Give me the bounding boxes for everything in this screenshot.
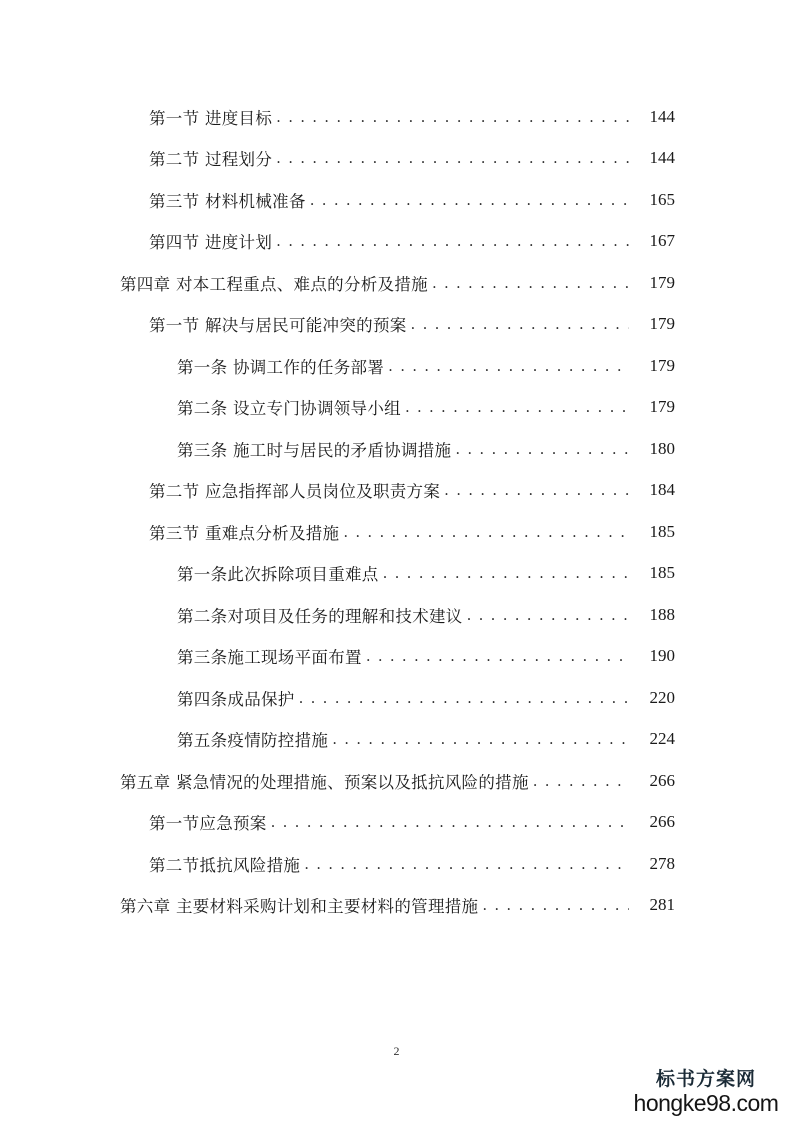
toc-entry[interactable] <box>0 387 793 429</box>
toc-entry-page: 179 <box>649 355 675 375</box>
toc-entry-title: 第四条成品保护 <box>177 689 295 709</box>
toc-entry-page: 185 <box>649 521 675 541</box>
toc-entry-title: 第一节 解决与居民可能冲突的预案 <box>149 316 407 336</box>
toc-entry-title: 第二节 应急指挥部人员岗位及职责方案 <box>149 482 441 502</box>
toc-dot-leader <box>299 689 629 707</box>
toc-entry-page: 266 <box>649 770 675 790</box>
toc-entry-title: 第三条 施工时与居民的矛盾协调措施 <box>177 440 452 460</box>
toc-entry-page: 266 <box>649 812 675 832</box>
toc-dot-leader <box>276 108 629 126</box>
toc-entry[interactable] <box>0 138 793 180</box>
toc-dot-leader <box>310 191 629 209</box>
toc-entry-page: 179 <box>649 397 675 417</box>
toc-dot-leader <box>388 357 629 375</box>
toc-entry[interactable] <box>0 96 793 138</box>
toc-entry-page: 220 <box>649 687 675 707</box>
page-number: 2 <box>393 1044 400 1058</box>
toc-entry[interactable] <box>0 511 793 553</box>
toc-dot-leader <box>482 896 629 914</box>
toc-entry[interactable] <box>0 760 793 802</box>
toc-entry-title: 第二节抵抗风险措施 <box>149 855 301 875</box>
toc-entry-title: 第一条此次拆除项目重难点 <box>177 565 379 585</box>
toc-dot-leader <box>405 398 629 416</box>
toc-dot-leader <box>366 647 629 665</box>
table-of-contents <box>0 96 793 926</box>
toc-dot-leader <box>444 481 629 499</box>
toc-dot-leader <box>304 855 629 873</box>
toc-entry-page: 167 <box>649 231 675 251</box>
toc-dot-leader <box>432 274 629 292</box>
toc-dot-leader <box>533 772 629 790</box>
toc-entry-title: 第一节 进度目标 <box>149 108 273 128</box>
toc-entry[interactable] <box>0 304 793 346</box>
toc-entry-title: 第五章 紧急情况的处理措施、预案以及抵抗风险的措施 <box>120 772 529 792</box>
toc-entry[interactable] <box>0 345 793 387</box>
toc-dot-leader <box>276 232 629 250</box>
toc-dot-leader <box>383 564 629 582</box>
toc-entry-title: 第四章 对本工程重点、难点的分析及措施 <box>120 274 428 294</box>
toc-entry-title: 第六章 主要材料采购计划和主要材料的管理措施 <box>120 897 479 917</box>
toc-entry-title: 第二条对项目及任务的理解和技术建议 <box>177 606 463 626</box>
toc-entry-title: 第二条 设立专门协调领导小组 <box>177 399 401 419</box>
toc-entry-title: 第一节应急预案 <box>149 814 267 834</box>
toc-entry-page: 190 <box>649 646 675 666</box>
toc-dot-leader <box>332 730 629 748</box>
watermark-url: hongke98.com <box>633 1090 779 1116</box>
toc-entry-title: 第三条施工现场平面布置 <box>177 648 362 668</box>
watermark-site-name: 标书方案网 <box>655 1068 756 1090</box>
toc-entry[interactable] <box>0 428 793 470</box>
toc-entry[interactable] <box>0 885 793 927</box>
toc-entry-page: 224 <box>649 729 675 749</box>
toc-entry[interactable] <box>0 179 793 221</box>
toc-entry-page: 185 <box>649 563 675 583</box>
toc-entry[interactable] <box>0 843 793 885</box>
toc-entry[interactable] <box>0 553 793 595</box>
toc-entry-page: 165 <box>649 189 675 209</box>
toc-entry-page: 180 <box>649 438 675 458</box>
toc-entry[interactable] <box>0 221 793 263</box>
toc-dot-leader <box>271 813 629 831</box>
toc-entry-page: 179 <box>649 314 675 334</box>
toc-entry[interactable] <box>0 470 793 512</box>
toc-dot-leader <box>411 315 629 333</box>
toc-entry-title: 第四节 进度计划 <box>149 233 273 253</box>
toc-entry[interactable] <box>0 636 793 678</box>
toc-entry[interactable] <box>0 594 793 636</box>
toc-dot-leader <box>467 606 629 624</box>
toc-entry-page: 144 <box>649 148 675 168</box>
toc-dot-leader <box>343 523 629 541</box>
toc-entry-page: 179 <box>649 272 675 292</box>
toc-entry-title: 第五条疫情防控措施 <box>177 731 329 751</box>
toc-entry-page: 188 <box>649 604 675 624</box>
watermark-logo <box>631 1068 781 1116</box>
toc-entry-page: 278 <box>649 853 675 873</box>
toc-entry-page: 184 <box>649 480 675 500</box>
toc-entry[interactable] <box>0 677 793 719</box>
toc-dot-leader <box>276 149 629 167</box>
toc-dot-leader <box>455 440 629 458</box>
toc-entry[interactable] <box>0 719 793 761</box>
toc-entry[interactable] <box>0 262 793 304</box>
toc-entry-page: 281 <box>649 895 675 915</box>
toc-entry-title: 第三节 重难点分析及措施 <box>149 523 340 543</box>
toc-entry-page: 144 <box>649 106 675 126</box>
toc-entry-title: 第三节 材料机械准备 <box>149 191 306 211</box>
toc-entry[interactable] <box>0 802 793 844</box>
toc-entry-title: 第一条 协调工作的任务部署 <box>177 357 385 377</box>
toc-entry-title: 第二节 过程划分 <box>149 150 273 170</box>
